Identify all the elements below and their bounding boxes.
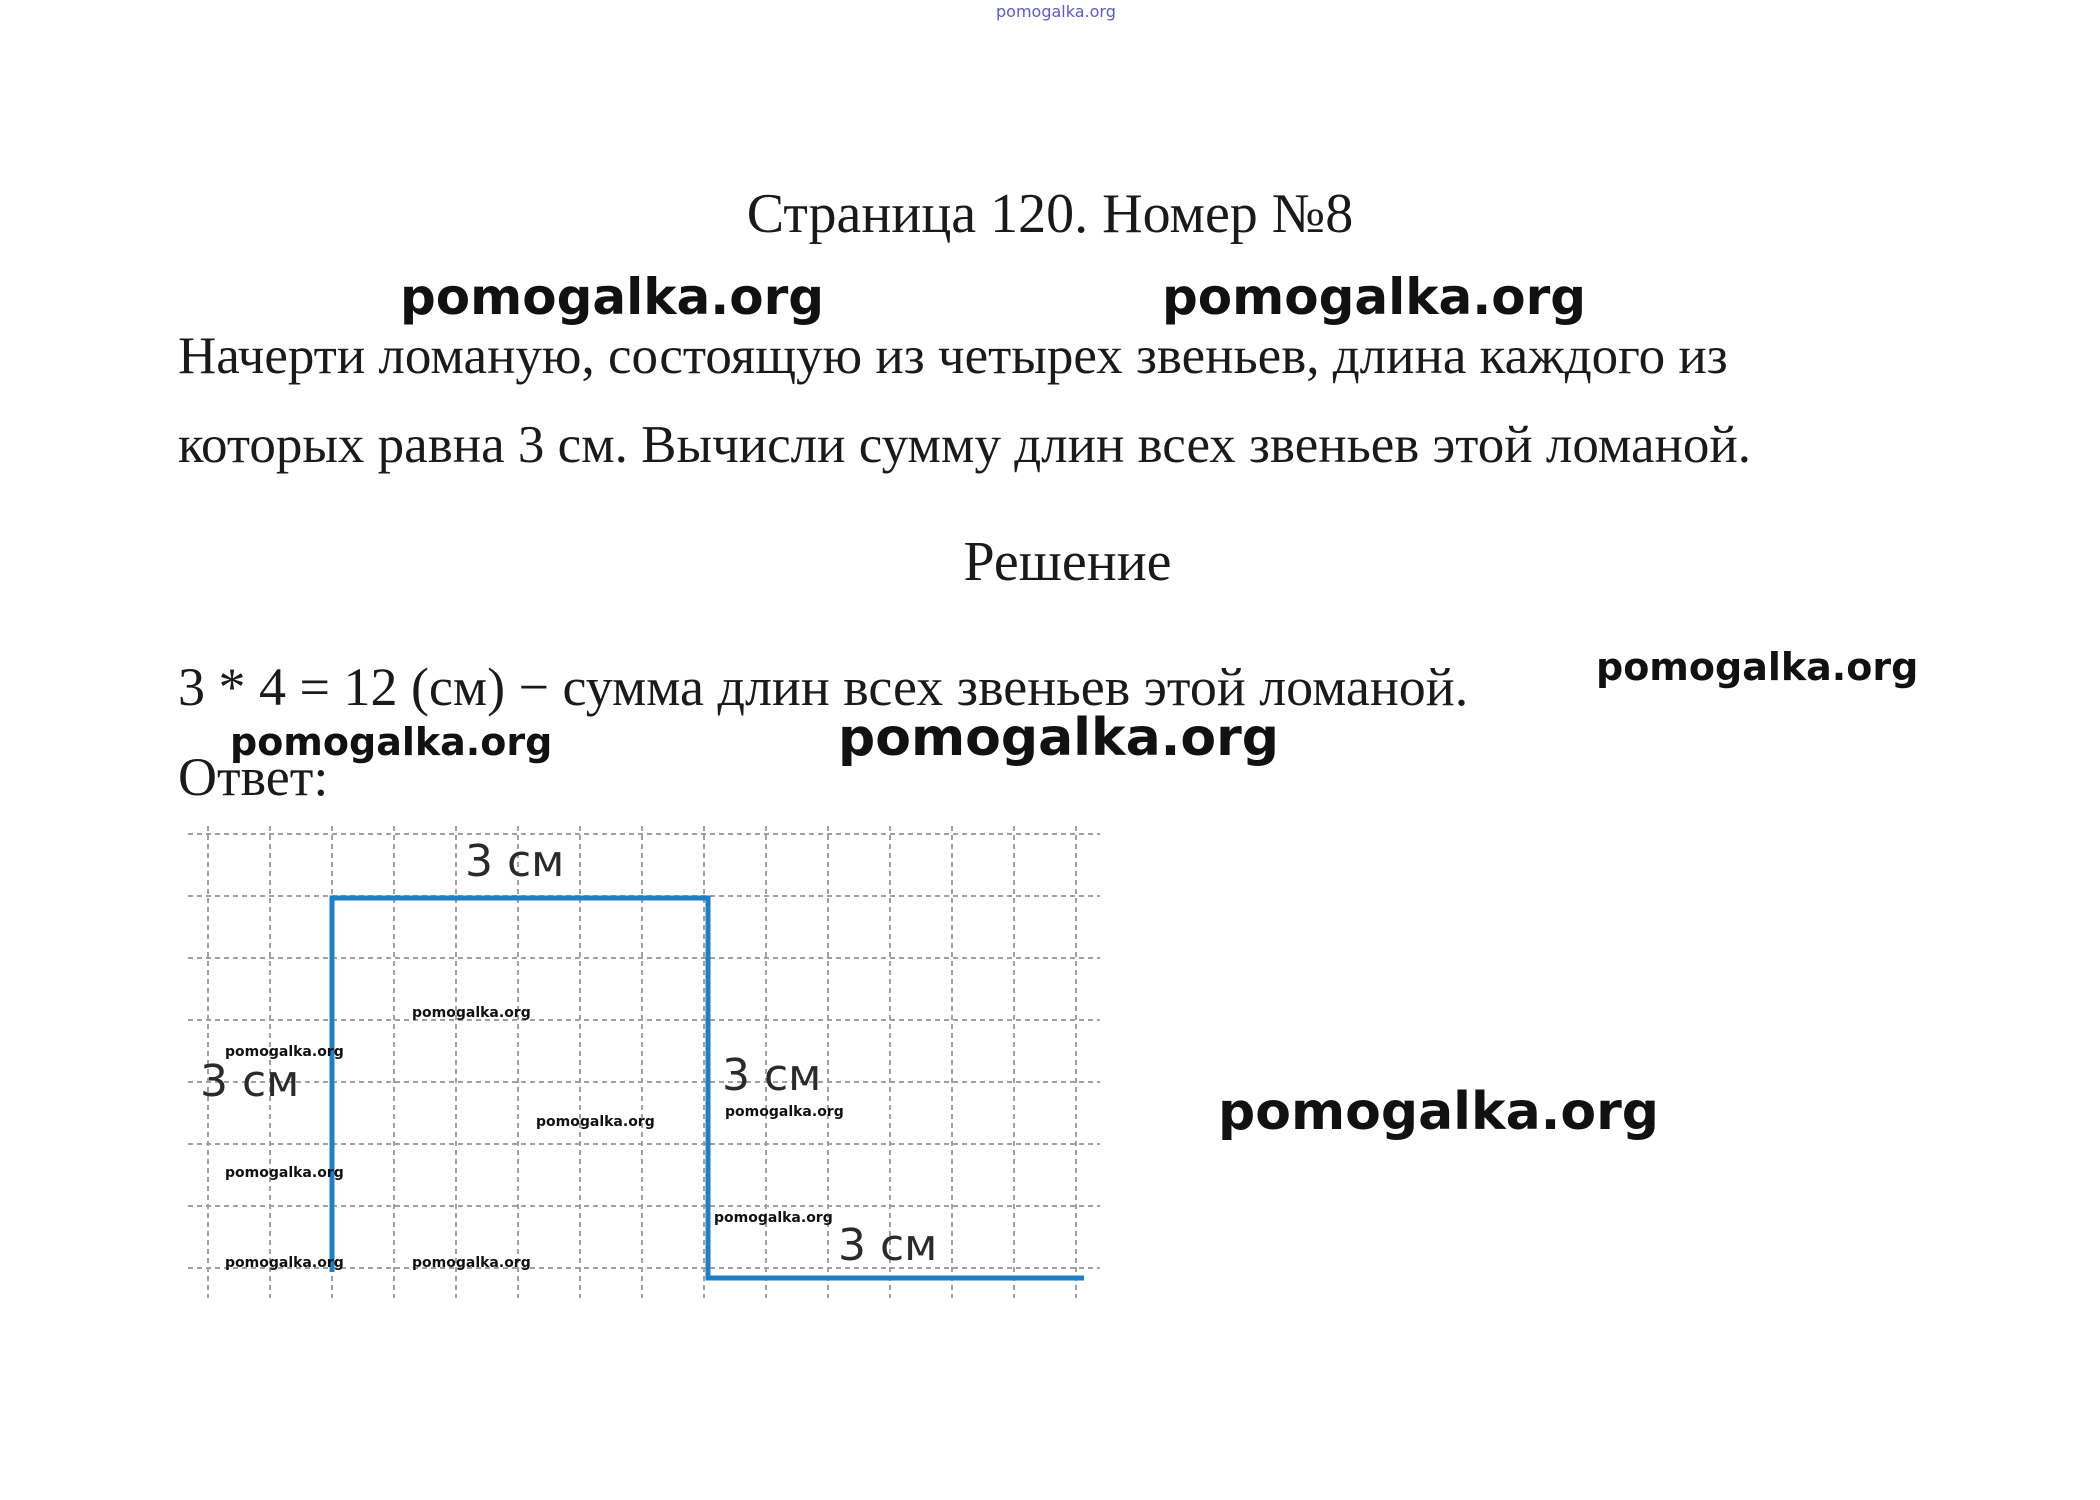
watermark: pomogalka.org (230, 720, 553, 764)
watermark: pomogalka.org (714, 1210, 833, 1226)
watermark: pomogalka.org (1596, 645, 1919, 689)
watermark: pomogalka.org (1162, 268, 1587, 326)
watermark: pomogalka.org (412, 1255, 531, 1271)
solution-heading: Решение (963, 531, 1172, 593)
task-line-1: Начерти ломаную, состоящую из четырех звеньев, длина каждого из (178, 327, 1728, 385)
watermark: pomogalka.org (725, 1104, 844, 1120)
watermark: pomogalka.org (400, 268, 825, 326)
watermark: pomogalka.org (412, 1005, 531, 1021)
watermark: pomogalka.org (536, 1114, 655, 1130)
task-line-2: которых равна 3 см. Вычисли сумму длин всех звеньев этой ломаной. (178, 416, 1751, 474)
calculation: 3 * 4 = 12 (см) − сумма длин всех звеньев этой ломаной. (178, 657, 1469, 717)
watermark: pomogalka.org (1218, 1082, 1660, 1142)
answer-label: Ответ: (178, 747, 329, 807)
watermark: pomogalka.org (225, 1044, 344, 1060)
segment-label-top: 3 см (465, 836, 565, 887)
watermark-top: pomogalka.org (996, 2, 1116, 21)
watermark: pomogalka.org (838, 708, 1280, 768)
segment-label-left: 3 см (200, 1056, 300, 1107)
segment-label-right: 3 см (722, 1050, 822, 1101)
watermark: pomogalka.org (225, 1165, 344, 1181)
page-title: Страница 120. Номер №8 (746, 183, 1354, 245)
task-text (178, 312, 2008, 490)
segment-label-bottom: 3 см (838, 1220, 938, 1271)
polyline-drawing (180, 826, 1100, 1306)
watermark: pomogalka.org (225, 1255, 344, 1271)
broken-line (332, 898, 1084, 1278)
